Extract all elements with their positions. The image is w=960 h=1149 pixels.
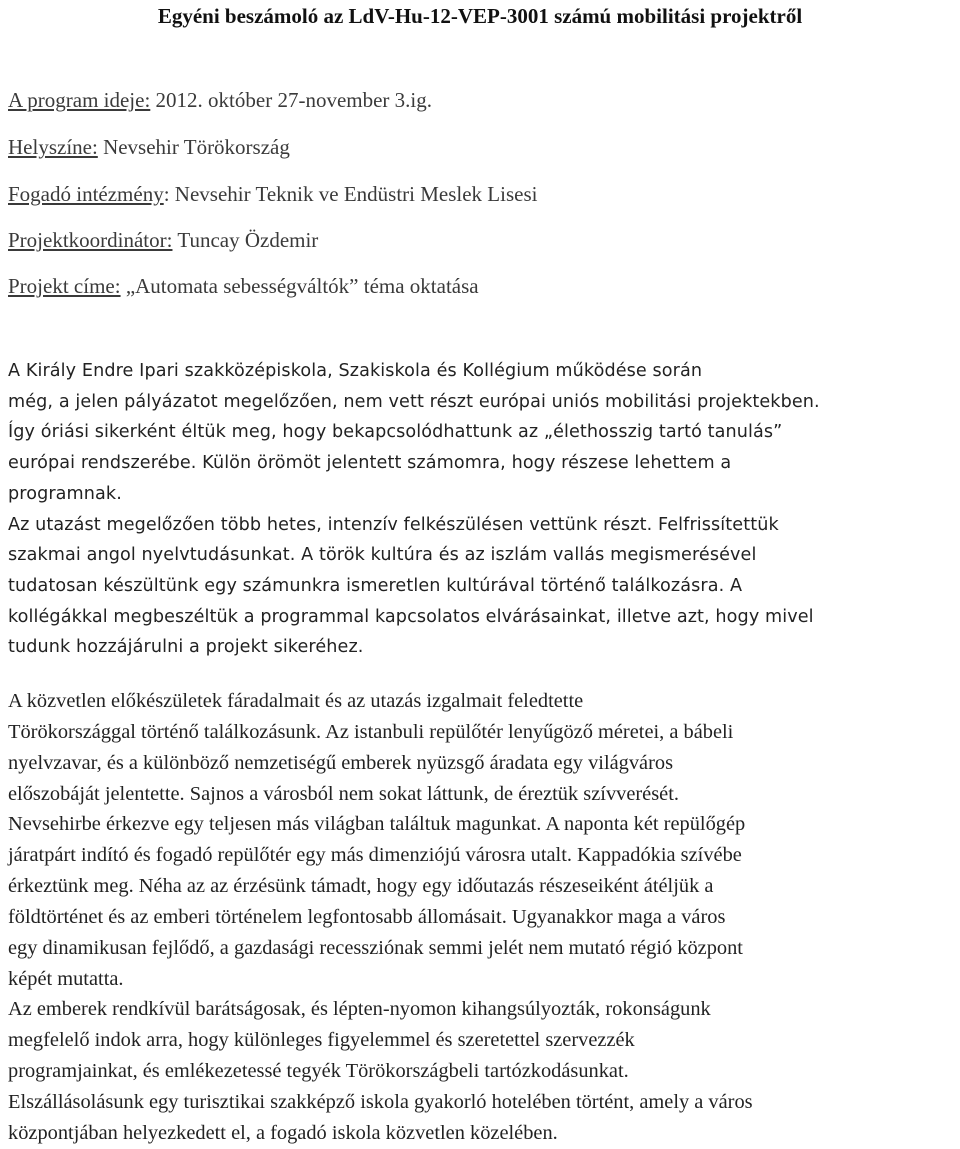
paragraph-travel: A közvetlen előkészületek fáradalmait és az utazás izgalmait feledtette Törökországgal történő találkozásunk. Az istanbuli repülőtér lenyűgöző méretei, a bábeli nyelvzavar, és a különböző nemzetiségű emberek nyüzsgő áradata egy világváros előszobáját jelentette. Sajnos a városból nem sokat láttunk, de éreztük szívverését. Nevsehirbe érkezve egy teljesen más világban találtuk magunkat. A naponta két repülőgép járatpárt indító és fogadó repülőtér egy más dimenziójú városra utalt. Kappadókia szívébe érkeztünk meg. Néha az az érzésünk támadt, hogy egy időutazás részeseiként átéljük a földtörténet és az emberi történelem legfontosabb állomásait. Ugyanakkor maga a város egy dinamikusan fejlődő, a gazdasági recessziónak semmi jelét nem mutató régió központ képét mutatta. Az emberek rendkívül barátságosak, és lépten-nyomon kihangsúlyozták, rokonságunk megfelelő indok arra, hogy különleges figyelemmel és szeretettel szervezzék programjainkat, és emlékezetessé tegyék Törökországbeli tartózkodásunkat. Elszállásolásunk egy turisztikai szakképző iskola gyakorló hotelében történt, amely a város központjában helyezkedett el, a fogadó iskola közvetlen közelében.	[8, 690, 753, 1144]
info-value: Tuncay Özdemir	[172, 228, 319, 252]
document-title: Egyéni beszámoló az LdV-Hu-12-VEP-3001 számú mobilitási projektről	[157, 4, 803, 28]
info-value: 2012. október 27-november 3.ig.	[150, 88, 432, 112]
info-label: Projekt címe:	[8, 274, 121, 298]
info-label: A program ideje:	[8, 88, 151, 112]
info-label: Projektkoordinátor:	[8, 228, 173, 252]
info-value: „Automata sebességváltók” téma oktatása	[120, 274, 479, 298]
info-project-title	[8, 272, 479, 300]
info-location	[8, 133, 290, 161]
paragraph-intro: A Király Endre Ipari szakközépiskola, Szakiskola és Kollégium működése során még, a jelen pályázatot megelőzően, nem vett részt európai uniós mobilitási projektekben. Így óriási sikerként éltük meg, hogy bekapcsolódhattunk az „élethosszig tartó tanulás” európai rendszerébe. Külön örömöt jelentett számomra, hogy részese lehettem a programnak. Az utazást megelőzően több hetes, intenzív felkészülésen vettünk részt. Felfrissítettük szakmai angol nyelvtudásunkat. A török kultúra és az iszlám vallás megismerésével tudatosan készültünk egy számunkra ismeretlen kultúrával történő találkozásra. A kollégákkal megbeszéltük a programmal kapcsolatos elvárásainkat, illetve azt, hogy mivel tudunk hozzájárulni a projekt sikeréhez.	[8, 361, 820, 658]
info-host-institution	[8, 180, 537, 208]
info-label: Fogadó intézmény	[8, 182, 164, 206]
info-value: Nevsehir Törökország	[97, 135, 290, 159]
info-label: Helyszíne:	[8, 135, 98, 159]
info-value: : Nevsehir Teknik ve Endüstri Meslek Lisesi	[163, 182, 538, 206]
info-project-coordinator	[8, 226, 318, 254]
info-program-date	[8, 86, 432, 114]
